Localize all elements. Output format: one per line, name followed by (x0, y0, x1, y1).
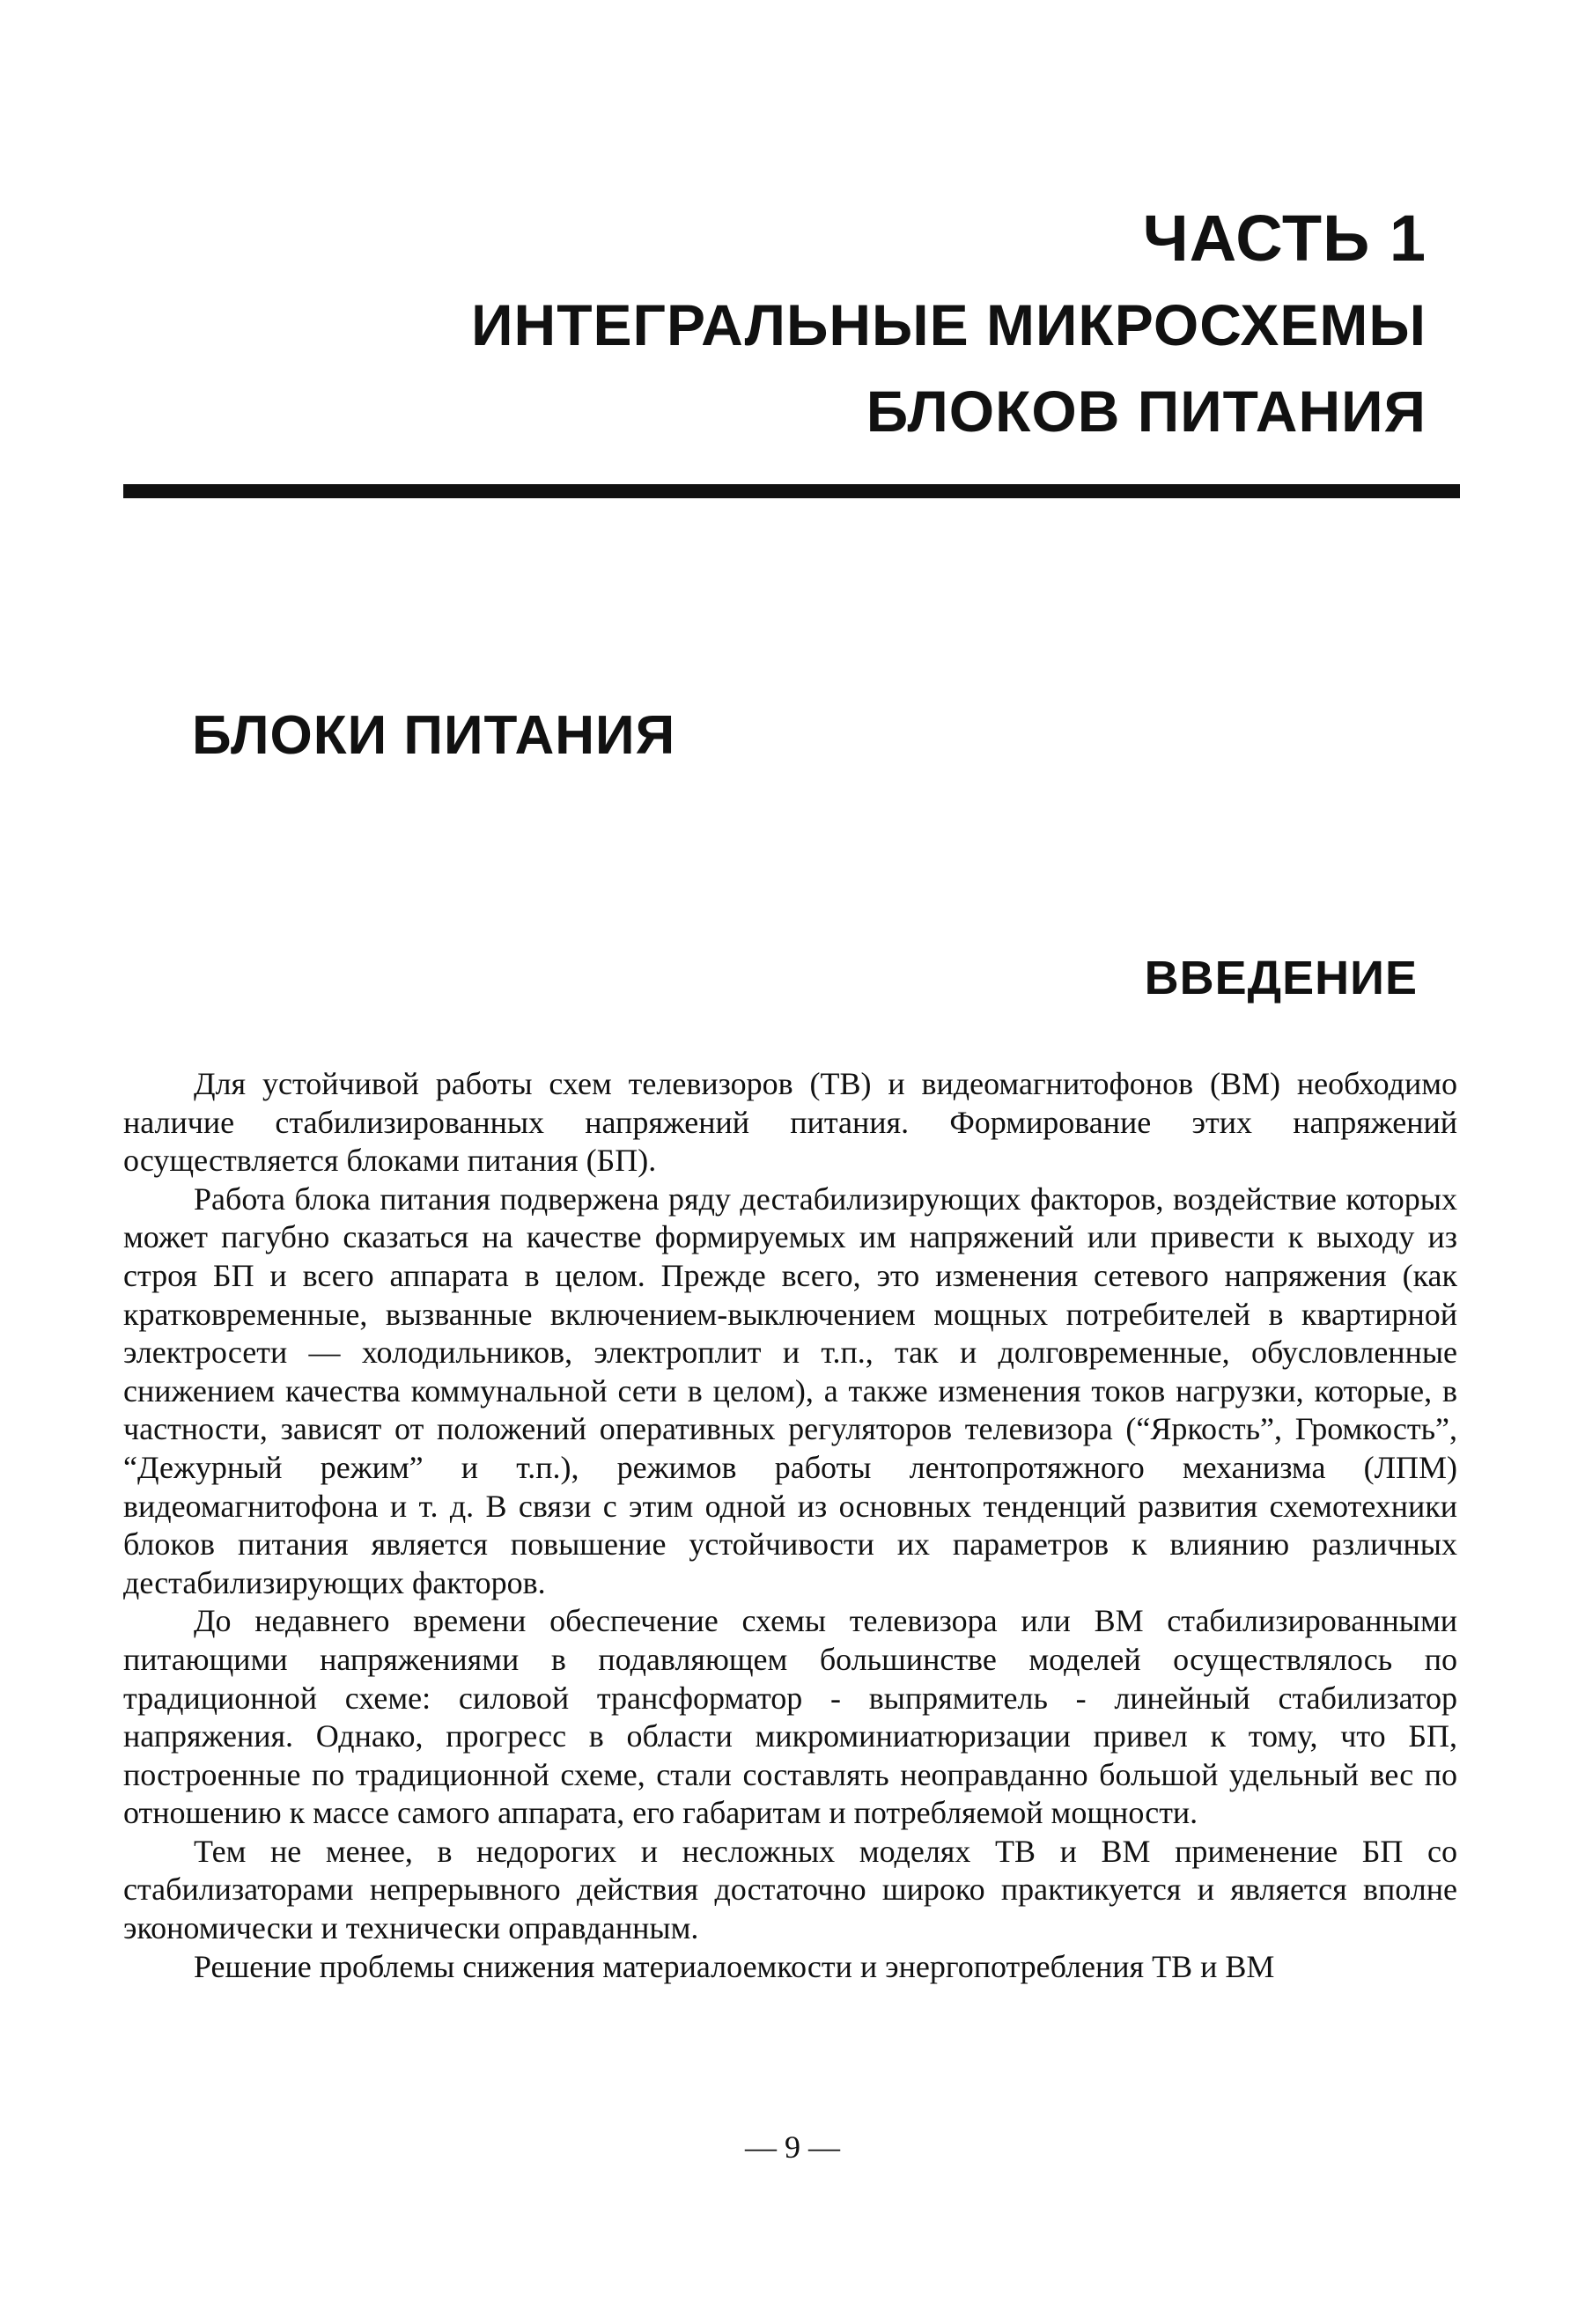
part-title-line-2: БЛОКОВ ПИТАНИЯ (866, 379, 1426, 444)
part-title-line-1: ИНТЕГРАЛЬНЫЕ МИКРОСХЕМЫ (471, 292, 1426, 357)
section-title: БЛОКИ ПИТАНИЯ (192, 705, 676, 766)
paragraph: Решение проблемы снижения материалоемкости и энергопотребления ТВ и ВМ (194, 1948, 1275, 1984)
paragraph: Работа блока питания подвержена ряду дестабилизирующих факторов, воздействие которых может пагубно сказаться на качестве формируемых им напряжений или привести к выходу из строя БП и всего аппарата в целом. Прежде всего, это изменения сетевого напряжения (как кратковременные, вызванные включением-выключением мощных потребителей в квартирной электросети — холодильников, электроплит и т.п., так и долговременные, обусловленные снижением качества коммунальной сети в целом), а также изменения токов нагрузки, которые, в частности, зависят от положений оперативных регуляторов телевизора (“Яркость”, Громкость”, “Дежурный режим” и т.п.), режимов работы лентопротяжного механизма (ЛПМ) видеомагнитофона и т. д. В связи с этим одной из основных тенденций развития схемотехники блоков питания является повышение устойчивости их параметров к влиянию различных дестабилизирующих факторов. (123, 1180, 1457, 1600)
body-text (123, 1065, 1457, 1986)
page-number: — 9 — (745, 2129, 840, 2165)
part-number: ЧАСТЬ 1 (1142, 202, 1426, 275)
heading-divider (123, 484, 1460, 498)
paragraph: Тем не менее, в недорогих и несложных моделях ТВ и ВМ применение БП со стабилизаторами непрерывного действия достаточно широко практикуется и является вполне экономически и технически оправданным. (123, 1833, 1457, 1946)
paragraph: Для устойчивой работы схем телевизоров (ТВ) и видеомагнитофонов (ВМ) необходимо наличие стабилизированных напряжений питания. Формирование этих напряжений осуществляется блоками питания (БП). (123, 1066, 1457, 1179)
paragraph: До недавнего времени обеспечение схемы телевизора или ВМ стабилизированными питающими напряжениями в подавляющем большинстве моделей осуществлялось по традиционной схеме: силовой трансформатор - выпрямитель - линейный стабилизатор напряжения. Однако, прогресс в области микроминиатюризации привел к тому, что БП, построенные по традиционной схеме, стали составлять неоправданно большой удельный вес по отношению к массе самого аппарата, его габаритам и потребляемой мощности. (123, 1603, 1457, 1831)
part-heading (282, 195, 1426, 454)
subsection-title: ВВЕДЕНИЕ (1144, 952, 1418, 1004)
